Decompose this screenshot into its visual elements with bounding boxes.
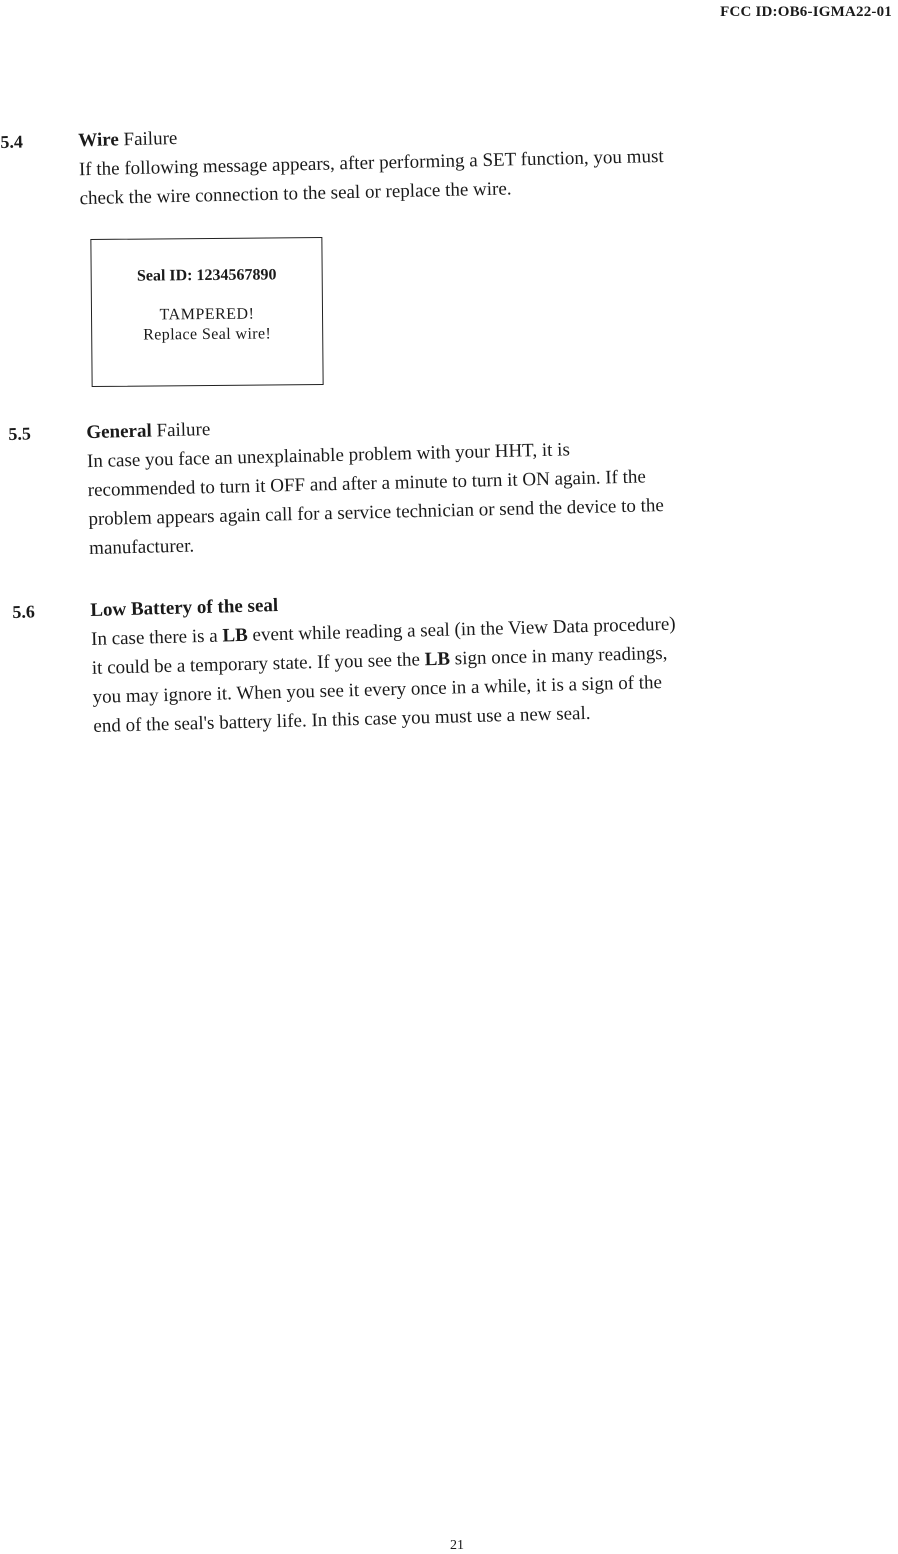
text-run: it could be a temporary state. If you see the — [91, 649, 425, 679]
paragraph-line: you may ignore it. When you see it every once in a while, it is a sign of the — [92, 672, 663, 708]
paragraph-line: recommended to turn it OFF and after a minute to turn it ON again. If the — [87, 466, 647, 502]
text-run: event while reading a seal (in the View Data procedure) — [247, 613, 676, 646]
section-number: 5.5 — [8, 423, 32, 444]
page-number: 21 — [450, 1538, 464, 1553]
section-title-rest: Failure — [118, 127, 178, 151]
lb-term: LB — [424, 648, 451, 671]
section-body — [78, 109, 860, 214]
seal-id-label: Seal ID — [136, 267, 188, 285]
seal-id-line — [92, 266, 322, 286]
paragraph-line: end of the seal's battery life. In this case you must use a new seal. — [93, 702, 591, 737]
section-title-rest: Failure — [151, 419, 211, 442]
paragraph-line: In case you face an unexplainable problem with your HHT, it is — [86, 439, 571, 473]
text-run: In case there is a — [90, 625, 223, 650]
section-title-bold: General — [86, 420, 153, 444]
tampered-message: TAMPERED! — [159, 305, 255, 324]
section-body — [86, 399, 869, 563]
paragraph-line: check the wire connection to the seal or replace the wire. — [79, 178, 512, 210]
section-title-bold: Wire — [78, 129, 120, 152]
seal-id-value: : 1234567890 — [187, 266, 277, 285]
device-message-box — [90, 237, 323, 387]
section-paragraph — [87, 428, 870, 563]
section-title-bold: Low Battery of the seal — [90, 595, 279, 621]
text-run: sign once in many readings, — [449, 642, 668, 670]
paragraph-line: manufacturer. — [88, 535, 195, 560]
section-body — [90, 576, 874, 741]
section-number: 5.6 — [12, 601, 36, 622]
paragraph-line: problem appears again call for a service technician or send the device to the — [88, 495, 665, 531]
section-number: 5.4 — [0, 131, 24, 152]
lb-term: LB — [222, 624, 249, 647]
section-paragraph — [91, 605, 874, 741]
paragraph-line: If the following message appears, after performing a SET function, you must — [78, 145, 664, 181]
fcc-id-header: FCC ID:OB6-IGMA22-01 — [720, 4, 892, 20]
replace-wire-message: Replace Seal wire! — [143, 325, 272, 344]
